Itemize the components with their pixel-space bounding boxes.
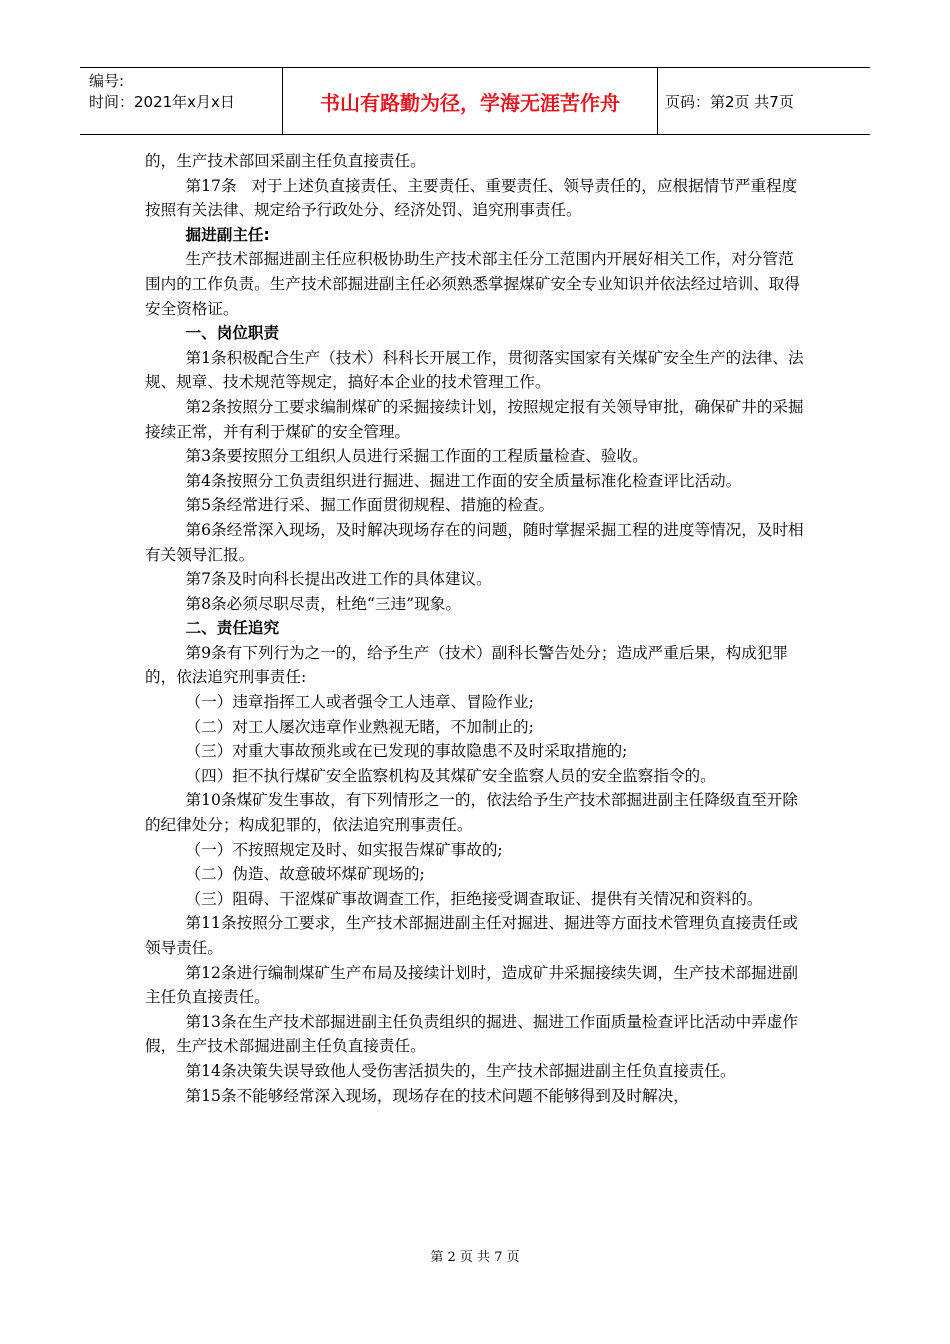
- header-meta: [80, 68, 283, 134]
- paragraph: 第4条按照分工负责组织进行掘进、掘进工作面的安全质量标准化检查评比活动。: [185, 471, 742, 490]
- paragraph: 第9条有下列行为之一的，给予生产（技术）副科长警告处分；造成严重后果，构成犯罪的，依法追究刑事责任:: [145, 643, 789, 687]
- document-date-label: 时间：2021年x月x日: [89, 93, 235, 111]
- paragraph: （四）拒不执行煤矿安全监察机构及其煤矿安全监察人员的安全监察指令的。: [185, 766, 716, 785]
- paragraph: 第6条经常深入现场，及时解决现场存在的问题，随时掌握采掘工程的进度等情况，及时相有关领导汇报。: [145, 520, 804, 564]
- paragraph: 第13条在生产技术部掘进副主任负责组织的掘进、掘进工作面质量检查评比活动中弄虚作假，生产技术部掘进副主任负直接责任。: [145, 1012, 798, 1056]
- paragraph: （三）对重大事故预兆或在已发现的事故隐患不及时采取措施的;: [185, 742, 628, 761]
- paragraph: 第17条 对于上述负直接责任、主要责任、重要责任、领导责任的，应根据情节严重程度按照有关法律、规定给予行政处分、经济处罚、追究刑事责任。: [145, 176, 798, 220]
- page-footer: 第 2 页 共 7 页: [430, 1250, 520, 1265]
- paragraph: 第8条必须尽职尽责，杜绝“三违”现象。: [185, 594, 461, 613]
- document-number-label: 编号:: [89, 72, 125, 90]
- paragraph: 第11条按照分工要求，生产技术部掘进副主任对掘进、掘进等方面技术管理负直接责任或领导责任。: [145, 914, 798, 957]
- paragraph: 第14条决策失误导致他人受伤害活损失的，生产技术部掘进副主任负直接责任。: [185, 1061, 736, 1080]
- paragraph: （二）伪造、故意破坏煤矿现场的;: [185, 865, 425, 884]
- paragraph: 第15条不能够经常深入现场，现场存在的技术问题不能够得到及时解决，: [185, 1086, 689, 1105]
- section-heading: 二、责任追究: [185, 619, 280, 638]
- section-heading: 一、岗位职责: [185, 324, 280, 343]
- page-header: [80, 67, 870, 135]
- header-motto: 书山有路勤为径，学海无涯苦作舟: [283, 68, 658, 134]
- paragraph: 第1条积极配合生产（技术）科科长开展工作，贯彻落实国家有关煤矿安全生产的法律、法规、规章、技术规范等规定，搞好本企业的技术管理工作。: [145, 348, 804, 392]
- paragraph: 生产技术部掘进副主任应积极协助生产技术部主任分工范围内开展好相关工作，对分管范围内的工作负责。生产技术部掘进副主任必须熟悉掌握煤矿安全专业知识并依法经过培训、取得安全资格证。: [145, 250, 800, 318]
- paragraph: 第2条按照分工要求编制煤矿的采掘接续计划，按照规定报有关领导审批，确保矿井的采掘接续正常，并有利于煤矿的安全管理。: [145, 397, 804, 441]
- paragraph: 第7条及时向科长提出改进工作的具体建议。: [185, 570, 492, 589]
- document-body: [145, 149, 805, 1108]
- paragraph: （三）阻碍、干涩煤矿事故调查工作，拒绝接受调查取证、提供有关情况和资料的。: [185, 889, 763, 908]
- paragraph: （二）对工人屡次违章作业熟视无睹，不加制止的;: [185, 717, 534, 736]
- paragraph: 第5条经常进行采、掘工作面贯彻规程、措施的检查。: [185, 496, 555, 515]
- paragraph: 第10条煤矿发生事故，有下列情形之一的，依法给予生产技术部掘进副主任降级直至开除的纪律处分；构成犯罪的，依法追究刑事责任。: [145, 791, 798, 835]
- paragraph: （一）违章指挥工人或者强令工人违章、冒险作业;: [185, 693, 534, 712]
- paragraph: （一）不按照规定及时、如实报告煤矿事故的;: [185, 840, 503, 859]
- paragraph: 第3条要按照分工组织人员进行采掘工作面的工程质量检查、验收。: [185, 447, 648, 466]
- paragraph: 的，生产技术部回采副主任负直接责任。: [145, 152, 426, 170]
- header-page-number: 页码：第2页 共7页: [665, 92, 794, 111]
- section-heading: 掘进副主任:: [185, 225, 270, 244]
- paragraph: 第12条进行编制煤矿生产布局及接续计划时，造成矿井采掘接续失调，生产技术部掘进副主任负直接责任。: [145, 963, 798, 1007]
